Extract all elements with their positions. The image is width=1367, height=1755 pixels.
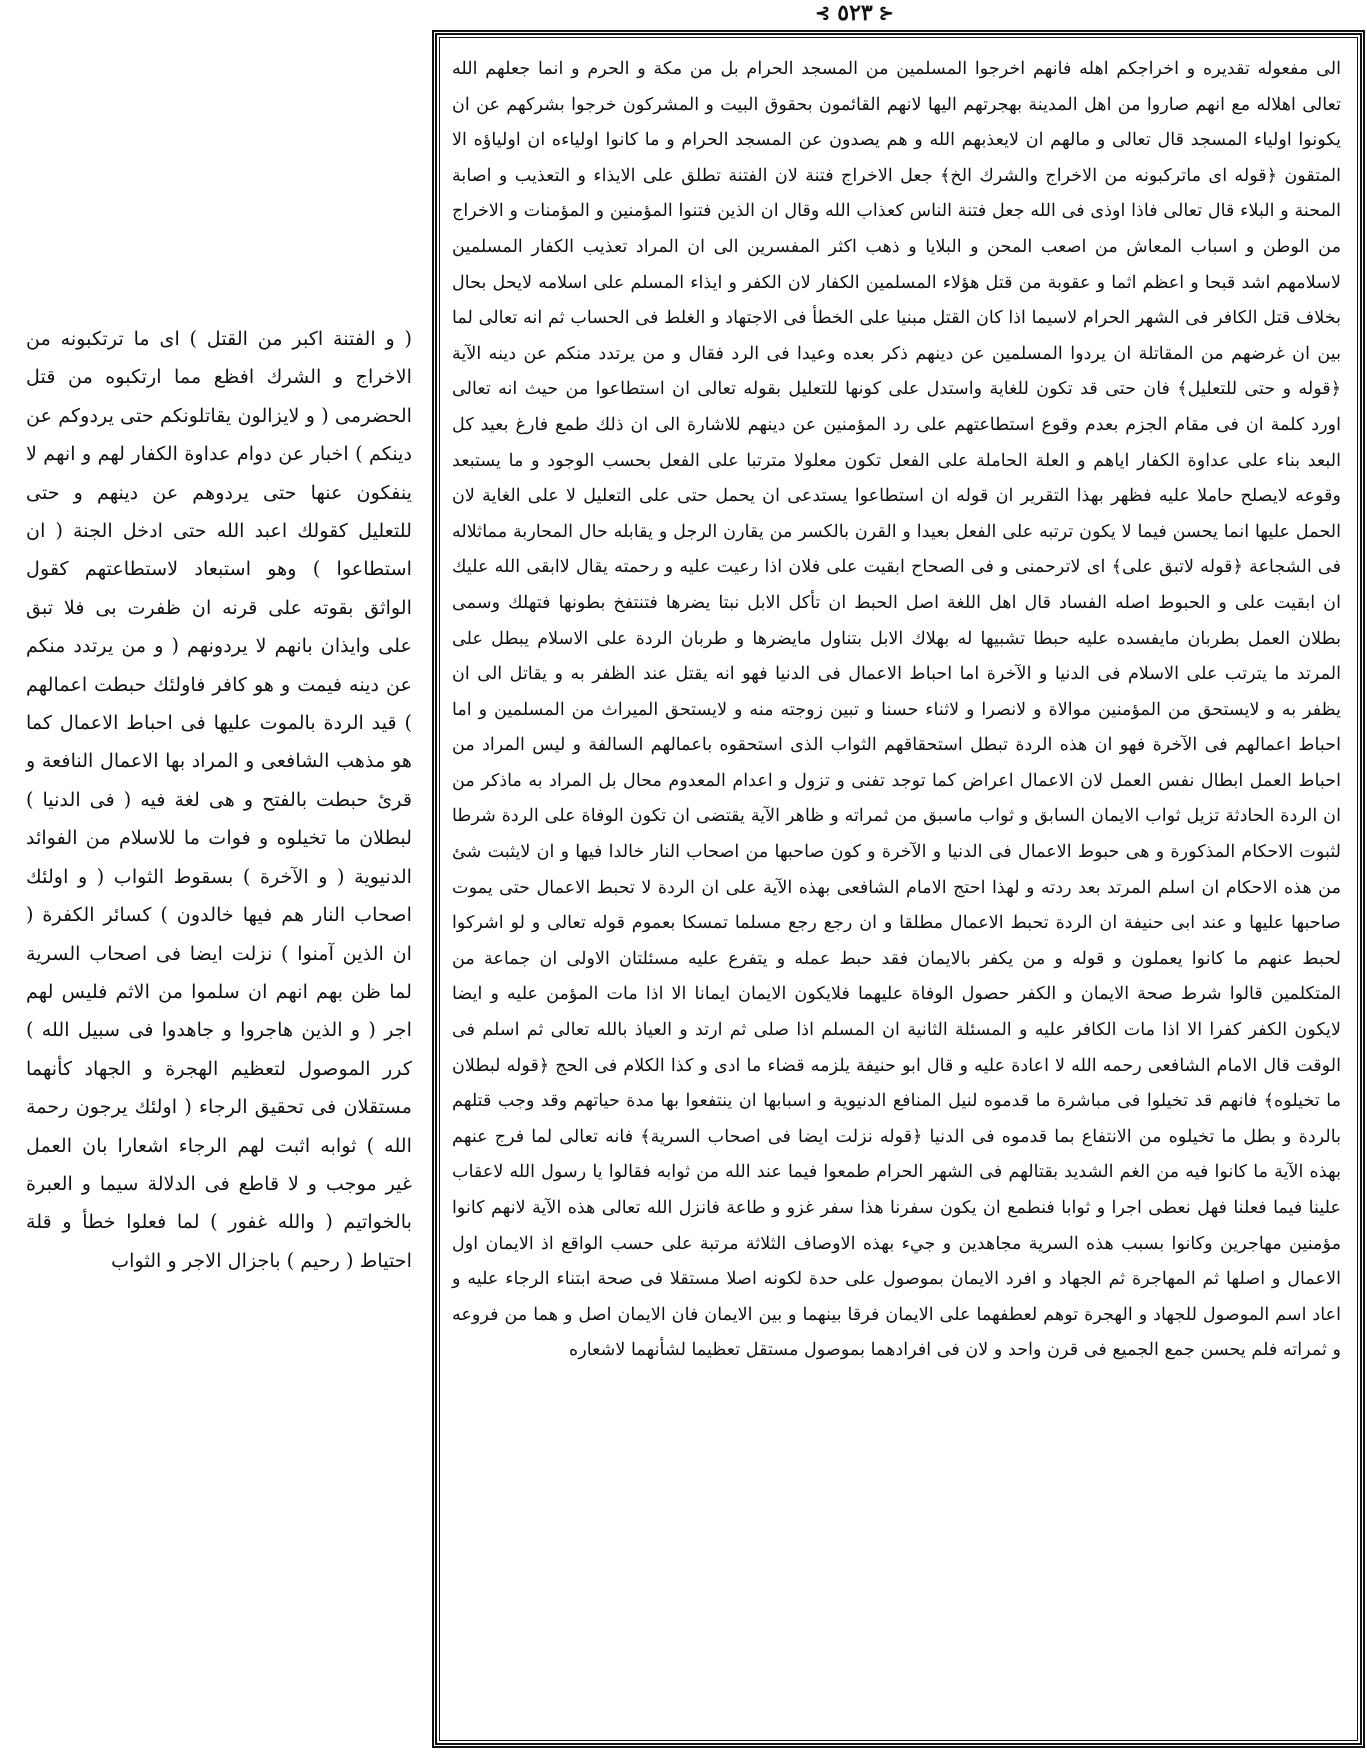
side-commentary [26, 320, 412, 1280]
ornament-left-icon: ⊰ [815, 2, 832, 24]
page-number [790, 0, 920, 26]
page-number-label: ٥٢٣ [837, 0, 873, 26]
side-commentary-text: ( و الفتنة اكبر من القتل ) اى ما ترتكبونه من الاخراج و الشرك افظع مما ارتكبوه من قتل الحضرمى ( و لايزالون يقاتلونكم حتى يردوكم عن دينكم ) اخبار عن دوام عداوة الكفار لهم و انهم لا ينفكون عنها حتى يردوهم عن دينهم و حتى للتعليل كقولك اعبد الله حتى ادخل الجنة ( ان استطاعوا ) وهو استبعاد لاستطاعتهم كقول الواثق بقوته على قرنه ان ظفرت بى فلا تبق على وايذان بانهم لا يردونهم ( و من يرتدد منكم عن دينه فيمت و هو كافر فاولئك حبطت اعمالهم ) قيد الردة بالموت عليها فى احباط الاعمال كما هو مذهب الشافعى و المراد بها الاعمال النافعة و قرئ حبطت بالفتح و هى لغة فيه ( فى الدنيا ) لبطلان ما تخيلوه و فوات ما للاسلام من الفوائد الدنيوية ( و الآخرة ) بسقوط الثواب ( و اولئك اصحاب النار هم فيها خالدون ) كسائر الكفرة ( ان الذين آمنوا ) نزلت ايضا فى اصحاب السرية لما ظن بهم انهم ان سلموا من الاثم فليس لهم اجر ( و الذين هاجروا و جاهدوا فى سبيل الله ) كرر الموصول لتعظيم الهجرة و الجهاد كأنهما مستقلان فى تحقيق الرجاء ( اولئك يرجون رحمة الله ) ثوابه اثبت لهم الرجاء اشعارا بان العمل غير موجب و لا قاطع فى الدلالة سيما و العبرة بالخواتيم ( والله غفور ) لما فعلوا خطأ و قلة احتياط ( رحيم ) باجزال الاجر و الثواب [26, 327, 412, 1272]
main-commentary-text: الى مفعوله تقديره و اخراجكم اهله فانهم اخرجوا المسلمين من المسجد الحرام بل من مكة و الحرم و انما جعلهم الله تعالى اهلاله مع انهم صاروا من اهل المدينة بهجرتهم اليها لانهم القائمون بحقوق البيت و المشركون خرجوا بشركهم عن ان يكونوا اولياء المسجد قال تعالى و مالهم ان لايعذبهم الله و هم يصدون عن المسجد الحرام و ما كانوا اولياءه ان اولياؤه الا المتقون ﴿قوله اى ماتركبونه من الاخراج والشرك الخ﴾ جعل الاخراج فتنة لان الفتنة تطلق على الايذاء و التعذيب و اصابة المحنة و البلاء قال تعالى فاذا اوذى فى الله جعل فتنة الناس كعذاب الله وقال ان الذين فتنوا المؤمنين و المؤمنات و الاخراج من الوطن و اسباب المعاش من اصعب المحن و البلايا و ذهب اكثر المفسرين الى ان المراد تعذيب الكفار المسلمين لاسلامهم اشد قبحا و اعظم اثما و عقوبة من قتل هؤلاء المسلمين الكفار لان الكفر و ايذاء المسلم على اسلامه لايحل بحال بخلاف قتل الكافر فى الشهر الحرام لاسيما اذا كان القتل مبنيا على الخطأ فى الاجتهاد و الغلط فى الحساب ثم انه تعالى لما بين ان غرضهم من المقاتلة ان يردوا المسلمين عن دينهم ذكر بعده وعيدا فى الرد فقال و من يرتدد منكم عن دينه الآية ﴿قوله و حتى للتعليل﴾ فان حتى قد تكون للغاية واستدل على كونها للتعليل بقوله تعالى ان استطاعوا من حيث انه تعالى اورد كلمة ان فى مقام الجزم بعدم وقوع استطاعتهم على رد المؤمنين عن دينهم للاشارة الى ان ذلك طمع فارغ بعيد كل البعد بناء على عداوة الكفار اياهم و العلة الحاملة على الفعل تكون معلولا مترتبا على الفعل بحسب الوجود و ما يستبعد وقوعه لايصلح حاملا عليه فظهر بهذا التقرير ان قوله ان استطاعوا يستدعى ان يحمل حتى على التعليل لا على الغاية لان الحمل عليها انما يحسن فيما لا يكون ترتبه على الفعل بعيدا و القرن بالكسر من يقارن الرجل و يقابله حال المحاربة مماثلاله فى الشجاعة ﴿قوله لاتبق على﴾ اى لاترحمنى و فى الصحاح ابقيت على فلان اذا رعيت عليه و رحمته يقال لاابقى الله عليك ان ابقيت على و الحبوط اصله الفساد قال اهل اللغة اصل الحبط ان تأكل الابل نبتا يضرها فتنتفخ بطونها فتهلك وسمى بطلان العمل بطربان مايفسده عليه حبطا تشبيها له بهلاك الابل بتناول مايضرها و طربان الردة على الاسلام يبطل على المرتد ما يترتب على الاسلام فى الدنيا و الآخرة اما احباط الاعمال فى الدنيا فهو انه يقتل عند الظفر به و يقاتل الى ان يظفر به و لايستحق من المؤمنين موالاة و لانصرا و لاثناء حسنا و تبين زوجته منه و لايستحق الميراث من المسلمين و اما احباط اعمالهم فى الآخرة فهو ان هذه الردة تبطل استحقاقهم الثواب الذى استحقوه باعمالهم السالفة و ليس المراد من احباط العمل ابطال نفس العمل لان الاعمال اعراض كما توجد تفنى و تزول و اعدام المعدوم محال بل المراد به ماذكر من ان الردة الحادثة تزيل ثواب الايمان السابق و ثواب ماسبق من ثمراته و ظاهر الآية يقتضى ان تكون الوفاة على الردة شرطا لثبوت الاحكام المذكورة و هى حبوط الاعمال فى الدنيا و الآخرة و كون صاحبها من اصحاب النار خالدا فيها و ان لايثبت شئ من هذه الاحكام ان اسلم المرتد بعد ردته و لهذا احتج الامام الشافعى بهذه الآية على ان الردة لا تحبط الاعمال حتى يموت صاحبها عليها و عند ابى حنيفة ان الردة تحبط الاعمال مطلقا و ان رجع رجع مسلما تمسكا بعموم قوله تعالى و لو اشركوا لحبط عنهم ما كانوا يعملون و قوله و من يكفر بالايمان فقد حبط عمله و يتفرع عليه مسئلتان الاولى ان جماعة من المتكلمين قالوا شرط صحة الايمان و الكفر حصول الوفاة عليهما فلايكون الايمان ايمانا الا اذا مات المؤمن عليه و ايضا لايكون الكفر كفرا الا اذا مات الكافر عليه و المسئلة الثانية ان المسلم اذا صلى ثم ارتد و العياذ بالله تعالى ثم اسلم فى الوقت قال الامام الشافعى رحمه الله لا اعادة عليه و قال ابو حنيفة يلزمه قضاء ما ادى و كذا الكلام فى الحج ﴿قوله لبطلان ما تخيلوه﴾ فانهم قد تخيلوا فى مباشرة ما قدموه لنيل المنافع الدنيوية و اسبابها ان ينتفعوا بها مدة حياتهم وقد وجب قتلهم بالردة و بطل ما تخيلوه من الانتفاع بما قدموه فى الدنيا ﴿قوله نزلت ايضا فى اصحاب السرية﴾ فانه تعالى لما فرج عنهم بهذه الآية ما كانوا فيه من الغم الشديد بقتالهم فى الشهر الحرام طمعوا فيما عند الله من ثوابه فقالوا يا رسول الله لاعقاب علينا فيما فعلنا فهل نعطى اجرا و ثوابا فنطمع ان يكون سفرنا هذا سفر غزو و طاعة فانزل الله تعالى هذه الآية لانهم كانوا مؤمنين مهاجرين وكانوا بسبب هذه السرية مجاهدين و جيء بهذه الاوصاف الثلاثة مرتبة على حسب الواقع اذ الايمان اول الاعمال و اصلها ثم المهاجرة ثم الجهاد و افرد الايمان بموصول على حدة لكونه اصلا مستقلا فى صحة ابتناء الرجاء عليه و اعاد اسم الموصول للجهاد و الهجرة توهم لعطفهما على الايمان فرقا بينهما و بين الايمان فان الايمان اصل و هما من فروعه و ثمراته فلم يحسن جمع الجميع فى قرن واحد و لان فى افرادهما بموصول مستقل تعظيما لشأنهما لاشعاره [452, 59, 1341, 1361]
main-commentary-frame [432, 30, 1365, 1748]
main-commentary-inner-border [439, 37, 1358, 1741]
ornament-right-icon: ⊱ [878, 2, 895, 24]
